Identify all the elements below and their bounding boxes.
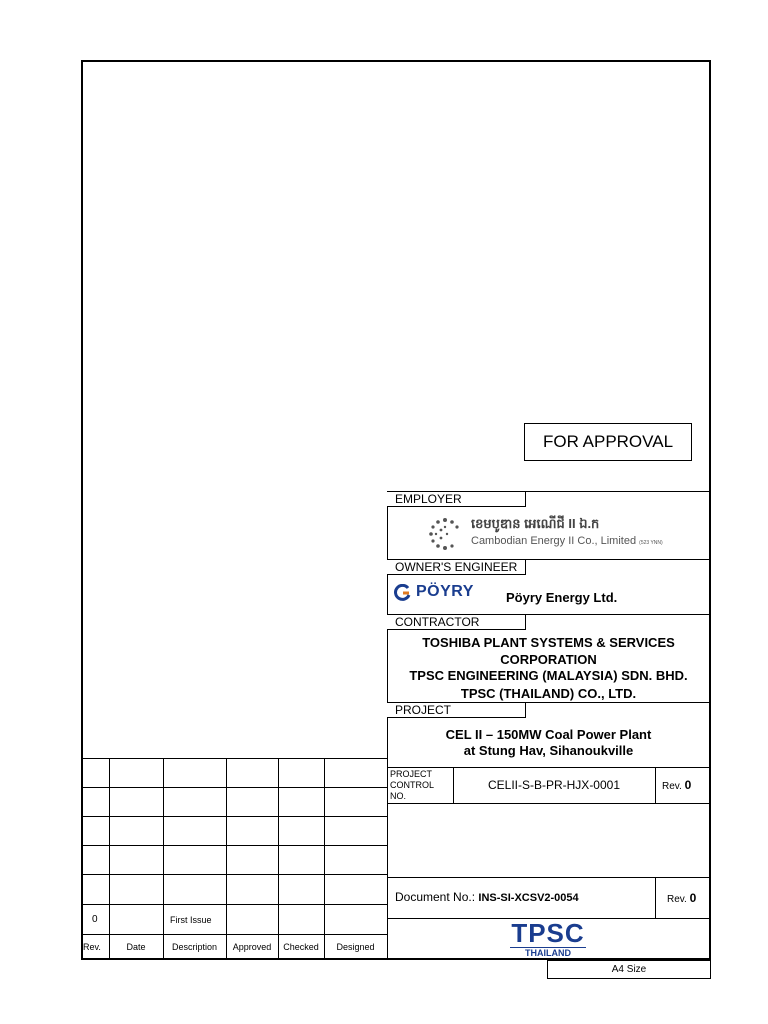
header-checked: Checked bbox=[283, 942, 319, 952]
contractor-line-3: TPSC ENGINEERING (MALAYSIA) SDN. BHD. bbox=[409, 668, 688, 683]
table-line bbox=[81, 845, 387, 846]
project-control-label-2: CONTROL bbox=[390, 780, 435, 790]
divider bbox=[387, 877, 710, 878]
employer-logo-khmer: ខេមបូឌាន អេណើជី II ឯ.ក bbox=[471, 516, 600, 531]
cambodian-energy-logo-icon bbox=[425, 514, 465, 554]
poyry-logo-icon bbox=[394, 584, 412, 602]
poyry-logo-text: PÖYRY bbox=[416, 583, 474, 600]
divider bbox=[655, 767, 656, 803]
owners-engineer-label: OWNER'S ENGINEER bbox=[387, 559, 526, 575]
table-line bbox=[81, 816, 387, 817]
table-line bbox=[81, 904, 387, 905]
employer-label: EMPLOYER bbox=[387, 491, 526, 507]
document-label: Document No.: bbox=[395, 890, 476, 904]
table-line bbox=[81, 758, 387, 759]
divider bbox=[655, 877, 656, 918]
control-rev bbox=[662, 778, 691, 792]
employer-logo-english-text: Cambodian Energy II Co., Limited bbox=[471, 535, 637, 547]
document-number-value: INS-SI-XCSV2-0054 bbox=[478, 892, 579, 904]
employer-logo bbox=[425, 512, 675, 554]
control-rev-value: 0 bbox=[684, 778, 692, 792]
table-line bbox=[324, 758, 325, 959]
project-control-label bbox=[390, 769, 434, 802]
document-rev bbox=[667, 891, 696, 905]
owners-engineer-company: Pöyry Energy Ltd. bbox=[506, 590, 618, 605]
poyry-logo bbox=[394, 582, 489, 604]
document-number bbox=[395, 890, 579, 904]
contractor-label: CONTRACTOR bbox=[387, 614, 526, 630]
header-description: Description bbox=[171, 942, 218, 952]
table-line bbox=[163, 758, 164, 959]
table-line bbox=[226, 758, 227, 959]
header-date: Date bbox=[126, 942, 146, 952]
project-label: PROJECT bbox=[387, 702, 526, 718]
project-title bbox=[387, 727, 710, 759]
contractor-line-2: CORPORATION bbox=[500, 652, 597, 667]
document-rev-label: Rev. bbox=[667, 894, 687, 905]
revision-row-description: First Issue bbox=[170, 915, 212, 925]
contractor-line-1: TOSHIBA PLANT SYSTEMS & SERVICES bbox=[422, 635, 675, 650]
project-line-1: CEL II – 150MW Coal Power Plant bbox=[445, 727, 652, 742]
tpsc-logo-main: TPSC bbox=[511, 918, 585, 948]
project-line-2: at Stung Hav, Sihanoukville bbox=[463, 743, 634, 758]
table-line bbox=[81, 787, 387, 788]
header-approved: Approved bbox=[232, 942, 272, 952]
revision-table bbox=[81, 758, 387, 959]
revision-row-rev: 0 bbox=[92, 914, 98, 925]
divider bbox=[387, 767, 710, 768]
contractor-names bbox=[387, 634, 710, 668]
table-line bbox=[81, 934, 387, 935]
employer-logo-english bbox=[471, 535, 663, 547]
table-line bbox=[278, 758, 279, 959]
project-control-label-1: PROJECT bbox=[390, 769, 433, 779]
table-line bbox=[109, 758, 110, 959]
control-rev-label: Rev. bbox=[662, 781, 682, 792]
tpsc-logo-sub: THAILAND bbox=[510, 947, 586, 958]
document-rev-value: 0 bbox=[689, 891, 697, 905]
tpsc-logo bbox=[500, 919, 596, 958]
divider bbox=[387, 803, 710, 804]
project-control-label-3: NO. bbox=[390, 791, 407, 801]
contractor-line-4: TPSC (THAILAND) CO., LTD. bbox=[460, 686, 637, 701]
table-line bbox=[81, 874, 387, 875]
approval-stamp: FOR APPROVAL bbox=[524, 423, 692, 461]
employer-logo-small: (523 YNN) bbox=[639, 540, 663, 546]
project-control-number: CELII-S-B-PR-HJX-0001 bbox=[487, 778, 621, 792]
header-designed: Designed bbox=[336, 942, 375, 952]
paper-size-label: A4 Size bbox=[547, 960, 711, 979]
contractor-names-2 bbox=[387, 667, 710, 703]
header-rev: Rev. bbox=[83, 942, 101, 952]
